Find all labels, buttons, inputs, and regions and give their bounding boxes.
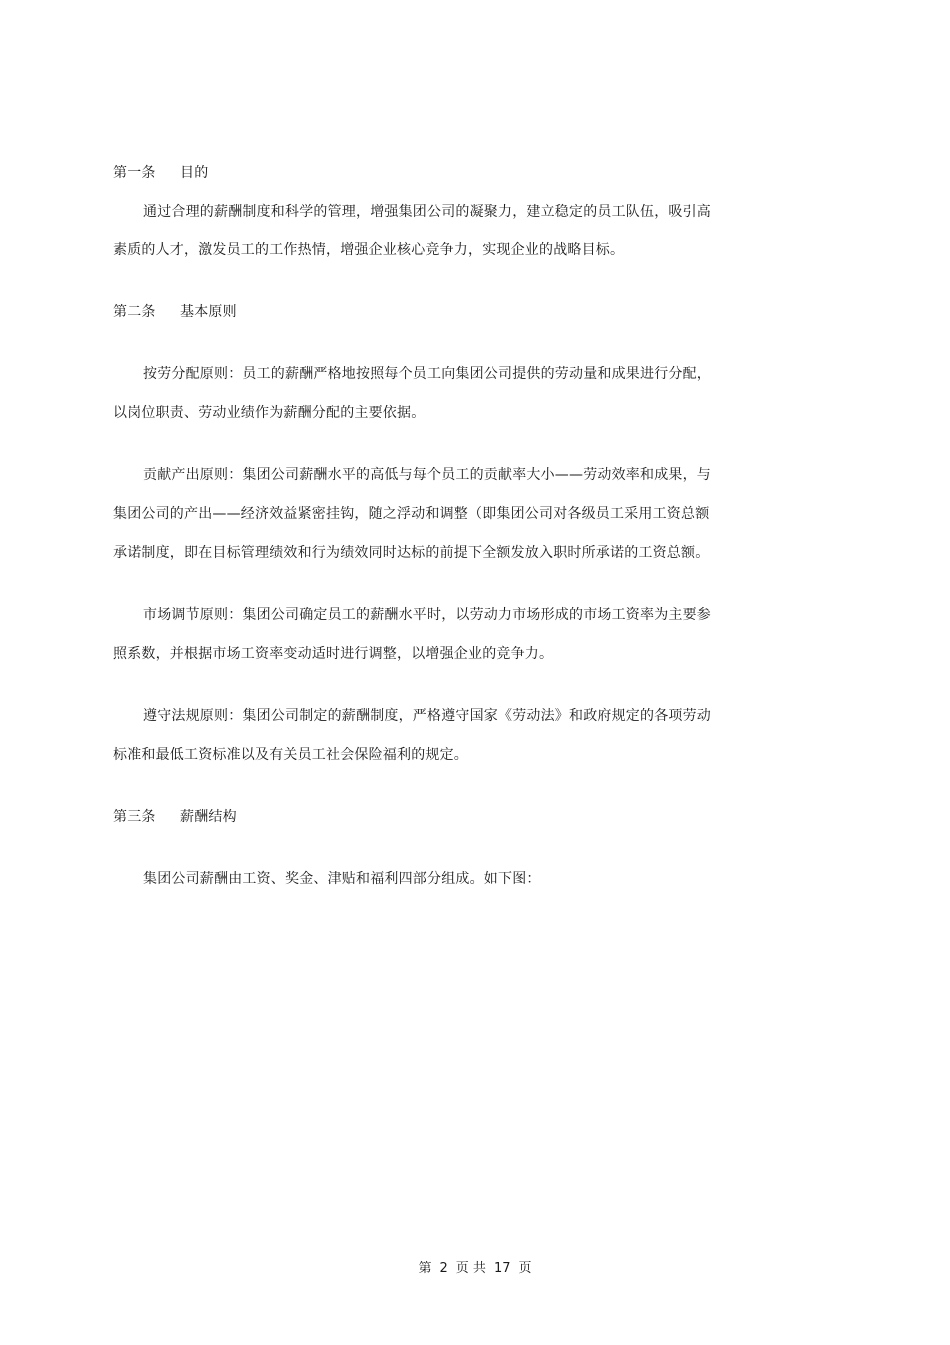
paragraph-line: 市场调节原则：集团公司确定员工的薪酬水平时，以劳动力市场形成的市场工资率为主要参 <box>143 607 711 623</box>
footer-middle: 页 共 <box>455 1261 486 1276</box>
section-number: 第二条 <box>113 304 156 320</box>
section-heading <box>113 163 208 183</box>
section-title: 薪酬结构 <box>180 809 237 825</box>
footer-prefix: 第 <box>418 1261 432 1276</box>
paragraph-line: 贡献产出原则：集团公司薪酬水平的高低与每个员工的贡献率大小——劳动效率和成果，与 <box>143 467 711 483</box>
paragraph-line: 素质的人才，激发员工的工作热情，增强企业核心竞争力，实现企业的战略目标。 <box>113 242 625 258</box>
paragraph-line: 遵守法规原则：集团公司制定的薪酬制度，严格遵守国家《劳动法》和政府规定的各项劳动 <box>143 708 711 724</box>
paragraph-line: 标准和最低工资标准以及有关员工社会保险福利的规定。 <box>113 747 468 763</box>
section-heading <box>113 807 237 827</box>
section-heading <box>113 302 237 322</box>
paragraph-line: 集团公司的产出——经济效益紧密挂钩，随之浮动和调整（即集团公司对各级员工采用工资总额 <box>113 506 710 522</box>
paragraph-line: 承诺制度，即在目标管理绩效和行为绩效同时达标的前提下全额发放入职时所承诺的工资总额。 <box>113 545 710 561</box>
page-footer <box>0 1259 950 1279</box>
section-title: 目的 <box>180 165 209 181</box>
section-number: 第三条 <box>113 809 156 825</box>
paragraph-line: 照系数，并根据市场工资率变动适时进行调整，以增强企业的竞争力。 <box>113 646 554 662</box>
paragraph-line: 通过合理的薪酬制度和科学的管理，增强集团公司的凝聚力，建立稳定的员工队伍，吸引高 <box>143 204 711 220</box>
footer-suffix: 页 <box>518 1261 532 1276</box>
paragraph-line: 以岗位职责、劳动业绩作为薪酬分配的主要依据。 <box>113 405 426 421</box>
total-pages-number: 17 <box>493 1261 511 1276</box>
section-number: 第一条 <box>113 165 156 181</box>
paragraph-line: 按劳分配原则：员工的薪酬严格地按照每个员工向集团公司提供的劳动量和成果进行分配， <box>143 366 711 382</box>
paragraph-line: 集团公司薪酬由工资、奖金、津贴和福利四部分组成。如下图： <box>143 871 541 887</box>
section-title: 基本原则 <box>180 304 237 320</box>
current-page-number: 2 <box>439 1261 448 1276</box>
